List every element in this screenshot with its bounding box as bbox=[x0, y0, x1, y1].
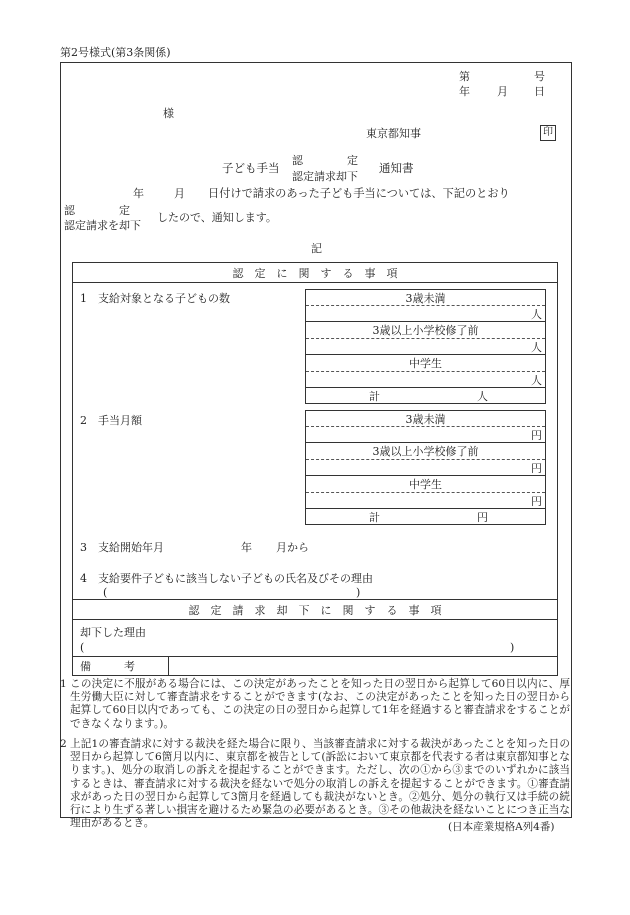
intro-line1: 日付けで請求のあった子ども手当については、下記のとおり bbox=[208, 187, 510, 200]
item2-cat-middle: 中学生 bbox=[409, 478, 442, 491]
remarks-divider bbox=[72, 656, 558, 657]
section2-header-divider bbox=[72, 619, 558, 620]
dashed-divider bbox=[306, 426, 545, 427]
item1-cat-3toelem: 3歳以上小学校修了前 bbox=[372, 324, 479, 337]
rejection-reason-close-paren: ) bbox=[510, 641, 515, 654]
item1-label: 1 支給対象となる子どもの数 bbox=[80, 292, 230, 305]
issuer-name: 東京都知事 bbox=[366, 127, 421, 140]
item3-year: 年 bbox=[241, 541, 252, 554]
ki-label: 記 bbox=[311, 242, 322, 255]
item2-unit-under3: 円 bbox=[531, 429, 542, 442]
section2-top-divider bbox=[72, 599, 558, 600]
item2-total-label: 計 bbox=[369, 511, 380, 524]
row-divider bbox=[305, 387, 546, 388]
dashed-divider bbox=[306, 338, 545, 339]
item2-cat-under3: 3歳未満 bbox=[405, 413, 446, 426]
item2-unit-middle: 円 bbox=[531, 495, 542, 508]
item1-unit-under3: 人 bbox=[531, 308, 542, 321]
rejection-reason-open-paren: ( bbox=[80, 641, 85, 654]
row-divider bbox=[305, 442, 546, 443]
date-month: 月 bbox=[497, 85, 508, 98]
title-prefix: 子ども手当 bbox=[222, 161, 280, 175]
section2-header: 認 定 請 求 却 下 に 関 す る 事 項 bbox=[188, 604, 442, 617]
dashed-divider bbox=[306, 459, 545, 460]
dashed-divider bbox=[306, 371, 545, 372]
remarks-label: 備 考 bbox=[80, 660, 135, 673]
intro-line2: したので、通知します。 bbox=[157, 211, 277, 224]
item1-cat-under3: 3歳未満 bbox=[405, 292, 446, 305]
seal-mark: 印 bbox=[540, 125, 556, 141]
item1-total-label: 計 bbox=[369, 390, 380, 403]
intro-month: 月 bbox=[174, 187, 185, 200]
item1-unit-middle: 人 bbox=[531, 374, 542, 387]
dashed-divider bbox=[306, 492, 545, 493]
addressee-sama: 様 bbox=[163, 107, 174, 120]
item4-open-paren: ( bbox=[103, 586, 108, 599]
date-day: 日 bbox=[534, 85, 545, 98]
item3-label: 3 支給開始年月 bbox=[80, 541, 164, 554]
title-option-kyakka: 認定請求却下 bbox=[292, 170, 358, 183]
row-divider bbox=[305, 321, 546, 322]
row-divider bbox=[305, 475, 546, 476]
number-go: 号 bbox=[534, 70, 545, 83]
intro-option-nintei: 認 定 bbox=[64, 204, 130, 217]
intro-option-kyakka: 認定請求を却下 bbox=[64, 219, 141, 232]
title-suffix: 通知書 bbox=[379, 161, 414, 175]
rejection-reason-label: 却下した理由 bbox=[80, 626, 146, 639]
title-option-nintei: 認 定 bbox=[292, 154, 358, 167]
note-2 bbox=[60, 738, 570, 830]
note-1-text: この決定に不服がある場合には、この決定があったことを知った日の翌日から起算して60日以内に、厚生労働大臣に対して審査請求をすることができます(なお、この決定があったことを知った日の翌日から起算して60日以内であっても、この決定の日の翌日から起算して1年を経過すると審査請求をすることができなくなります。)。 bbox=[70, 678, 570, 730]
note-2-text: 上記1の審査請求に対する裁決を経た場合に限り、当該審査請求に対する裁決があったことを知った日の翌日から起算して6箇月以内に、東京都を被告として(訴訟において東京都を代表する者は東京都知事となります。)、処分の取消しの訴えを提起することができます。ただし、次の①から③までのいずれかに該当するときは、審査請求に対する裁決を経ないで処分の取消しの訴えを提起することができます。①審査請求があった日の翌日から起算して3箇月を経過しても裁決がないとき。②処分、処分の執行又は手続の続行により生ずる著しい損害を避けるため緊急の必要があるとき。③その他裁決を経ないことにつき正当な理由があるとき。 bbox=[70, 738, 570, 830]
row-divider bbox=[305, 508, 546, 509]
item3-month: 月から bbox=[276, 541, 309, 554]
item4-close-paren: ) bbox=[356, 586, 361, 599]
intro-year: 年 bbox=[133, 187, 144, 200]
item1-cat-middle: 中学生 bbox=[409, 357, 442, 370]
section1-header: 認 定 に 関 す る 事 項 bbox=[232, 267, 398, 280]
item1-total-unit: 人 bbox=[477, 390, 488, 403]
form-label: 第2号様式(第3条関係) bbox=[60, 46, 171, 59]
row-divider bbox=[305, 354, 546, 355]
paper-size-footer: (日本産業規格A列4番) bbox=[448, 821, 555, 833]
item2-total-unit: 円 bbox=[477, 511, 488, 524]
number-dai: 第 bbox=[459, 70, 470, 83]
note-2-number: 2 bbox=[60, 738, 67, 750]
remarks-column-divider bbox=[168, 656, 169, 676]
item2-unit-3toelem: 円 bbox=[531, 462, 542, 475]
section1-header-divider bbox=[72, 282, 558, 283]
dashed-divider bbox=[306, 305, 545, 306]
note-1 bbox=[60, 678, 570, 731]
item2-cat-3toelem: 3歳以上小学校修了前 bbox=[372, 445, 479, 458]
date-year: 年 bbox=[459, 85, 470, 98]
item2-label: 2 手当月額 bbox=[80, 414, 142, 427]
item1-unit-3toelem: 人 bbox=[531, 341, 542, 354]
note-1-number: 1 bbox=[60, 678, 67, 690]
item4-label: 4 支給要件子どもに該当しない子どもの氏名及びその理由 bbox=[80, 572, 373, 585]
